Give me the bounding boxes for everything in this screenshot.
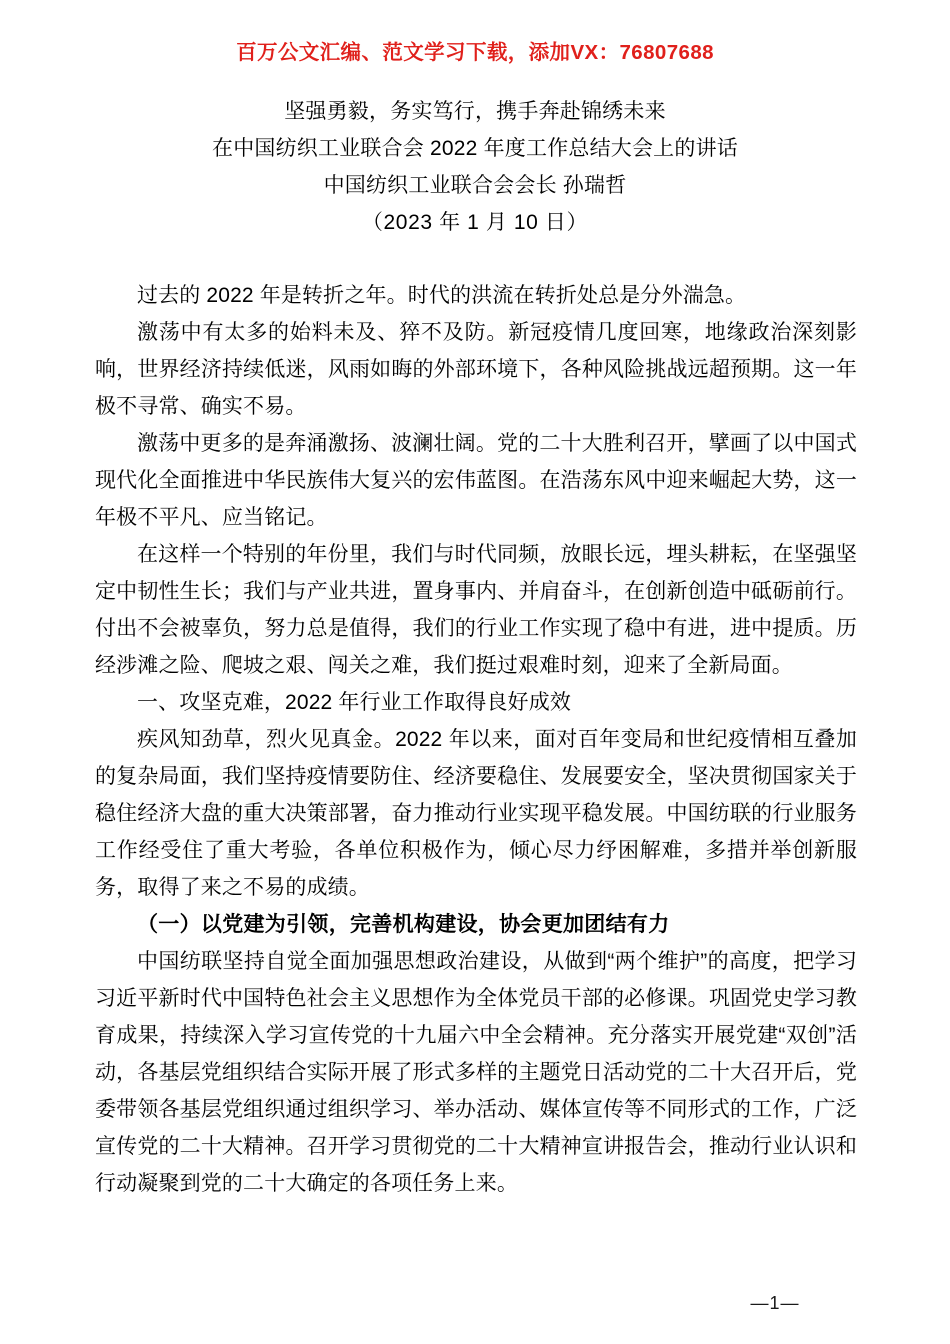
page-number: —1— bbox=[750, 1293, 800, 1313]
body-paragraph: 在这样一个特别的年份里，我们与时代同频，放眼长远，埋头耕耘，在坚强坚定中韧性生长；我们与产业共进，置身事内、并肩奋斗，在创新创造中砥砺前行。付出不会被辜负，努力总是值得，我们的行业工作实现了稳中有进，进中提质。历经涉滩之险、爬坡之艰、闯关之难，我们挺过艰难时刻，迎来了全新局面。 bbox=[95, 543, 857, 677]
title-block bbox=[0, 93, 950, 241]
document-subtitle: 在中国纺织工业联合会 2022 年度工作总结大会上的讲话 bbox=[212, 137, 738, 160]
body-paragraph: 激荡中更多的是奔涌激扬、波澜壮阔。党的二十大胜利召开，擘画了以中国式现代化全面推进中华民族伟大复兴的宏伟蓝图。在浩荡东风中迎来崛起大势，这一年极不平凡、应当铭记。 bbox=[95, 432, 857, 529]
document-body bbox=[95, 277, 857, 1202]
section-heading: 一、攻坚克难，2022 年行业工作取得良好成效 bbox=[137, 691, 571, 714]
body-paragraph: 过去的 2022 年是转折之年。时代的洪流在转折处总是分外湍急。 bbox=[137, 284, 747, 307]
body-paragraph: 中国纺联坚持自觉全面加强思想政治建设，从做到“两个维护”的高度，把学习习近平新时代中国特色社会主义思想作为全体党员干部的必修课。巩固党史学习教育成果，持续深入学习宣传党的十九届六中全会精神。充分落实开展党建“双创”活动，各基层党组织结合实际开展了形式多样的主题党日活动党的二十大召开后，党委带领各基层党组织通过组织学习、举办活动、媒体宣传等不同形式的工作，广泛宣传党的二十大精神。召开学习贯彻党的二十大精神宣讲报告会，推动行业认识和行动凝聚到党的二十大确定的各项任务上来。 bbox=[95, 950, 857, 1195]
document-speaker: 中国纺织工业联合会会长 孙瑞哲 bbox=[323, 174, 627, 197]
body-paragraph: 疾风知劲草，烈火见真金。2022 年以来，面对百年变局和世纪疫情相互叠加的复杂局面，我们坚持疫情要防住、经济要稳住、发展要安全，坚决贯彻国家关于稳住经济大盘的重大决策部署，奋力推动行业实现平稳发展。中国纺联的行业服务工作经受住了重大考验，各单位积极作为，倾心尽力纾困解难，多措并举创新服务，取得了来之不易的成绩。 bbox=[95, 728, 857, 899]
page-footer bbox=[0, 1293, 950, 1314]
body-paragraph: 激荡中有太多的始料未及、猝不及防。新冠疫情几度回寒，地缘政治深刻影响，世界经济持续低迷，风雨如晦的外部环境下，各种风险挑战远超预期。这一年极不寻常、确实不易。 bbox=[95, 321, 857, 418]
document-date: （2023 年 1 月 10 日） bbox=[361, 211, 589, 234]
document-main-title: 坚强勇毅，务实笃行，携手奔赴锦绣未来 bbox=[284, 100, 666, 123]
promo-banner: 百万公文汇编、范文学习下载，添加VX：76807688 bbox=[236, 41, 714, 64]
subsection-heading: （一）以党建为引领，完善机构建设，协会更加团结有力 bbox=[137, 913, 670, 936]
